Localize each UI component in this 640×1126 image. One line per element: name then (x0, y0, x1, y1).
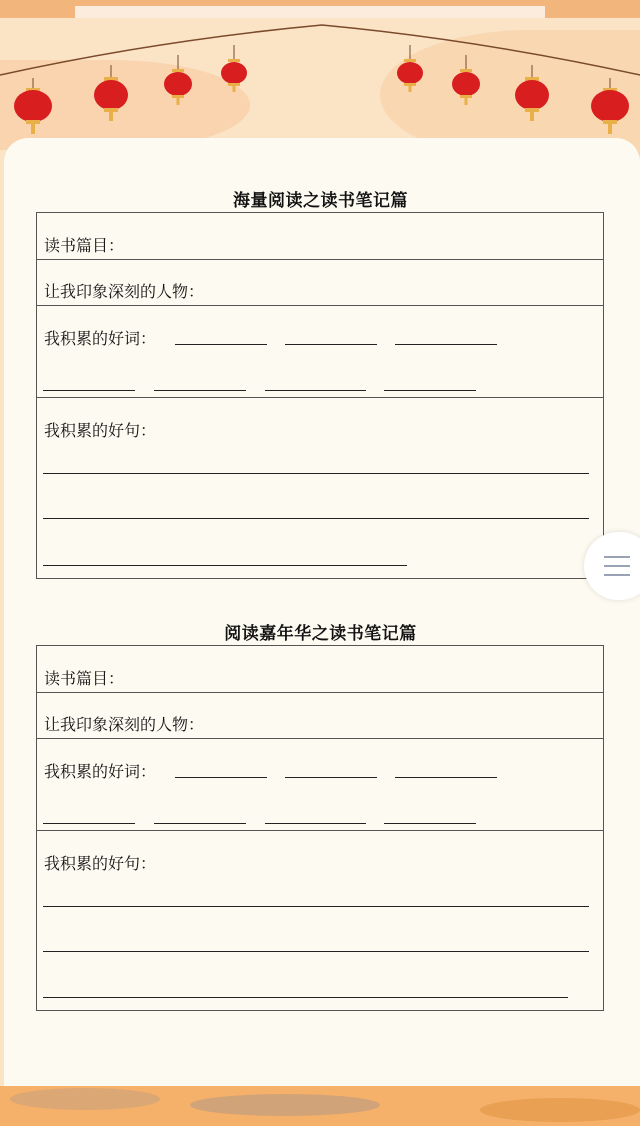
sentence-line[interactable] (43, 997, 568, 998)
character-row (37, 260, 603, 306)
lantern-garland (0, 0, 640, 140)
character-row (37, 693, 603, 739)
word-blank[interactable] (265, 390, 366, 391)
section-title: 阅读嘉年华之读书笔记篇 (224, 624, 417, 644)
section-title: 海量阅读之读书笔记篇 (233, 191, 408, 211)
word-blank[interactable] (285, 777, 377, 778)
word-blank[interactable] (154, 823, 246, 824)
good-sentences-label: 我积累的好句： (44, 421, 157, 440)
word-blank[interactable] (43, 390, 135, 391)
sentence-line[interactable] (43, 906, 589, 907)
word-blank[interactable] (175, 777, 267, 778)
book-title-row (37, 213, 603, 260)
lantern-icon (164, 55, 192, 105)
book-title-label: 读书篇目： (44, 669, 125, 688)
word-blank[interactable] (154, 390, 246, 391)
sentence-line[interactable] (43, 473, 589, 474)
word-blank[interactable] (384, 390, 476, 391)
word-blank[interactable] (175, 344, 267, 345)
good-words-row (37, 306, 603, 398)
lantern-icon (515, 65, 549, 121)
word-blank[interactable] (384, 823, 476, 824)
lantern-icon (221, 45, 247, 92)
lantern-icon (397, 45, 423, 92)
good-sentences-row (37, 398, 603, 578)
word-blank[interactable] (43, 823, 135, 824)
lantern-icon (14, 78, 52, 134)
good-sentences-row (37, 831, 603, 1010)
good-words-row (37, 739, 603, 831)
reading-notes-table (36, 645, 604, 1011)
book-title-label: 读书篇目： (44, 236, 125, 255)
sentence-line[interactable] (43, 951, 589, 952)
reading-notes-table (36, 212, 604, 579)
sentence-line[interactable] (43, 565, 407, 566)
lantern-icon (591, 78, 629, 134)
word-blank[interactable] (395, 344, 497, 345)
good-words-label: 我积累的好词： (44, 762, 157, 781)
word-blank[interactable] (285, 344, 377, 345)
good-words-label: 我积累的好词： (44, 329, 157, 348)
lantern-icon (452, 55, 480, 105)
character-label: 让我印象深刻的人物： (44, 715, 205, 734)
character-label: 让我印象深刻的人物： (44, 282, 205, 301)
lantern-icon (94, 65, 128, 121)
good-sentences-label: 我积累的好句： (44, 854, 157, 873)
book-title-row (37, 646, 603, 693)
word-blank[interactable] (395, 777, 497, 778)
sentence-line[interactable] (43, 518, 589, 519)
word-blank[interactable] (265, 823, 366, 824)
bottom-decor (0, 1086, 640, 1126)
